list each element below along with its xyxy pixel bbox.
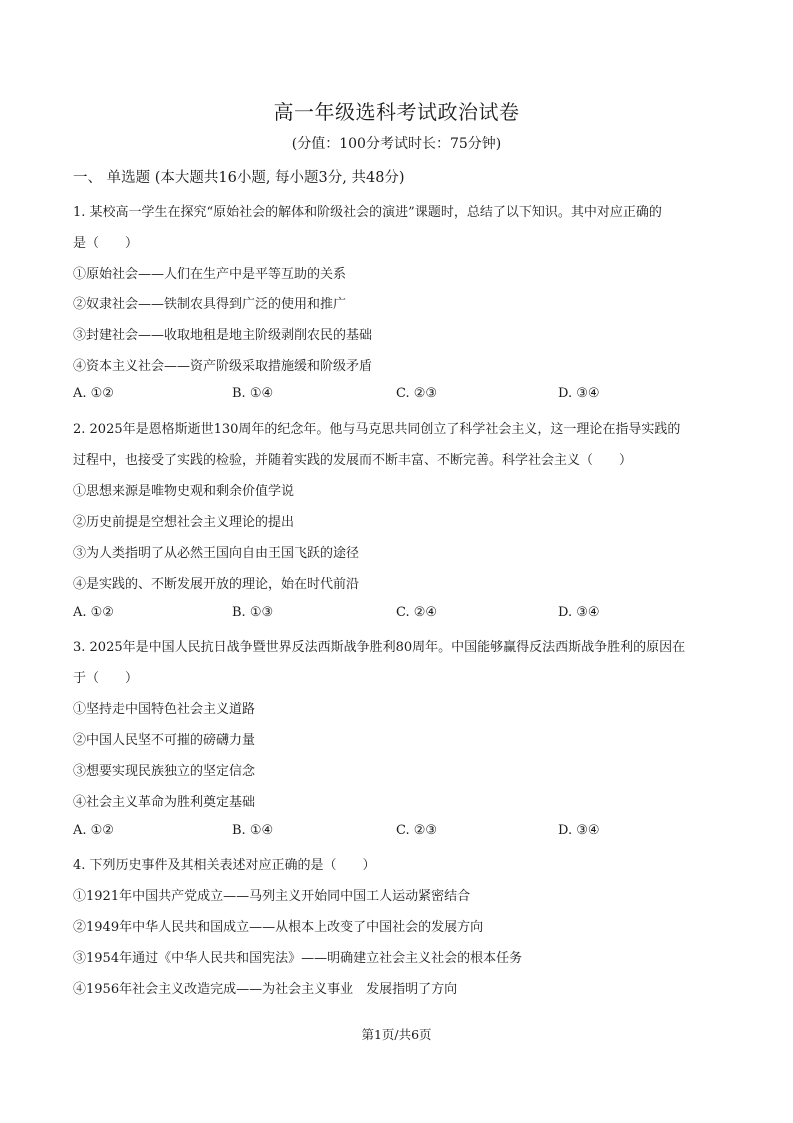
question-stem-line: 过程中，也接受了实践的检验，并随着实践的发展而不断丰富、不断完善。科学社会主义（ ） xyxy=(73,453,633,468)
option-c: C. ②④ xyxy=(396,605,438,620)
statement: ④1956年社会主义改造完成——为社会主义事业 发展指明了方向 xyxy=(73,982,458,997)
option-b: B. ①④ xyxy=(232,386,274,401)
option-d: D. ③④ xyxy=(558,823,600,838)
section-heading: 一、 单选题 (本大题共16小题, 每小题3分, 共48分) xyxy=(73,170,405,186)
question-stem-line: 2. 2025年是恩格斯逝世130周年的纪念年。他与马克思共同创立了科学社会主义，这一理论在指导实践的 xyxy=(73,422,681,437)
page-number: 第1页/共6页 xyxy=(361,1027,432,1042)
question-stem-line: 1. 某校高一学生在探究“原始社会的解体和阶级社会的演进”课题时，总结了以下知识。其中对应正确的 xyxy=(73,205,662,220)
statement: ③想要实现民族独立的坚定信念 xyxy=(73,764,256,779)
statement: ①原始社会——人们在生产中是平等互助的关系 xyxy=(73,267,347,282)
statement: ④资本主义社会——资产阶级采取措施缓和阶级矛盾 xyxy=(73,359,373,374)
question-stem-line: 3. 2025年是中国人民抗日战争暨世界反法西斯战争胜利80周年。中国能够赢得反法西斯战争胜利的原因在 xyxy=(73,640,686,655)
statement: ②中国人民坚不可摧的磅礴力量 xyxy=(73,733,256,748)
statement: ④社会主义革命为胜利奠定基础 xyxy=(73,795,256,810)
option-b: B. ①④ xyxy=(232,823,274,838)
statement: ②1949年中华人民共和国成立——从根本上改变了中国社会的发展方向 xyxy=(73,920,484,935)
statement: ①坚持走中国特色社会主义道路 xyxy=(73,702,256,717)
option-b: B. ①③ xyxy=(232,605,274,620)
option-d: D. ③④ xyxy=(558,386,600,401)
option-d: D. ③④ xyxy=(558,605,600,620)
option-c: C. ②③ xyxy=(396,823,438,838)
statement: ①1921年中国共产党成立——马列主义开始同中国工人运动紧密结合 xyxy=(73,889,471,904)
exam-title: 高一年级选科考试政治试卷 xyxy=(273,100,520,124)
option-a: A. ①② xyxy=(73,605,114,620)
option-a: A. ①② xyxy=(73,823,114,838)
option-c: C. ②③ xyxy=(396,386,438,401)
statement: ①思想来源是唯物史观和剩余价值学说 xyxy=(73,484,295,499)
question-stem-line: 4. 下列历史事件及其相关表述对应正确的是（ ） xyxy=(73,858,376,873)
statement: ④是实践的、不断发展开放的理论，始在时代前沿 xyxy=(73,577,360,592)
question-stem-line: 是（ ） xyxy=(73,236,139,251)
statement: ②奴隶社会——铁制农具得到广泛的使用和推广 xyxy=(73,297,347,312)
statement: ②历史前提是空想社会主义理论的提出 xyxy=(73,515,295,530)
statement: ③封建社会——收取地租是地主阶级剥削农民的基础 xyxy=(73,328,373,343)
exam-subtitle: (分值：100分考试时长：75分钟) xyxy=(291,136,502,152)
question-stem-line: 于（ ） xyxy=(73,671,139,686)
statement: ③1954年通过《中华人民共和国宪法》——明确建立社会主义社会的根本任务 xyxy=(73,951,523,966)
option-a: A. ①② xyxy=(73,386,114,401)
statement: ③为人类指明了从必然王国向自由王国飞跃的途径 xyxy=(73,546,360,561)
